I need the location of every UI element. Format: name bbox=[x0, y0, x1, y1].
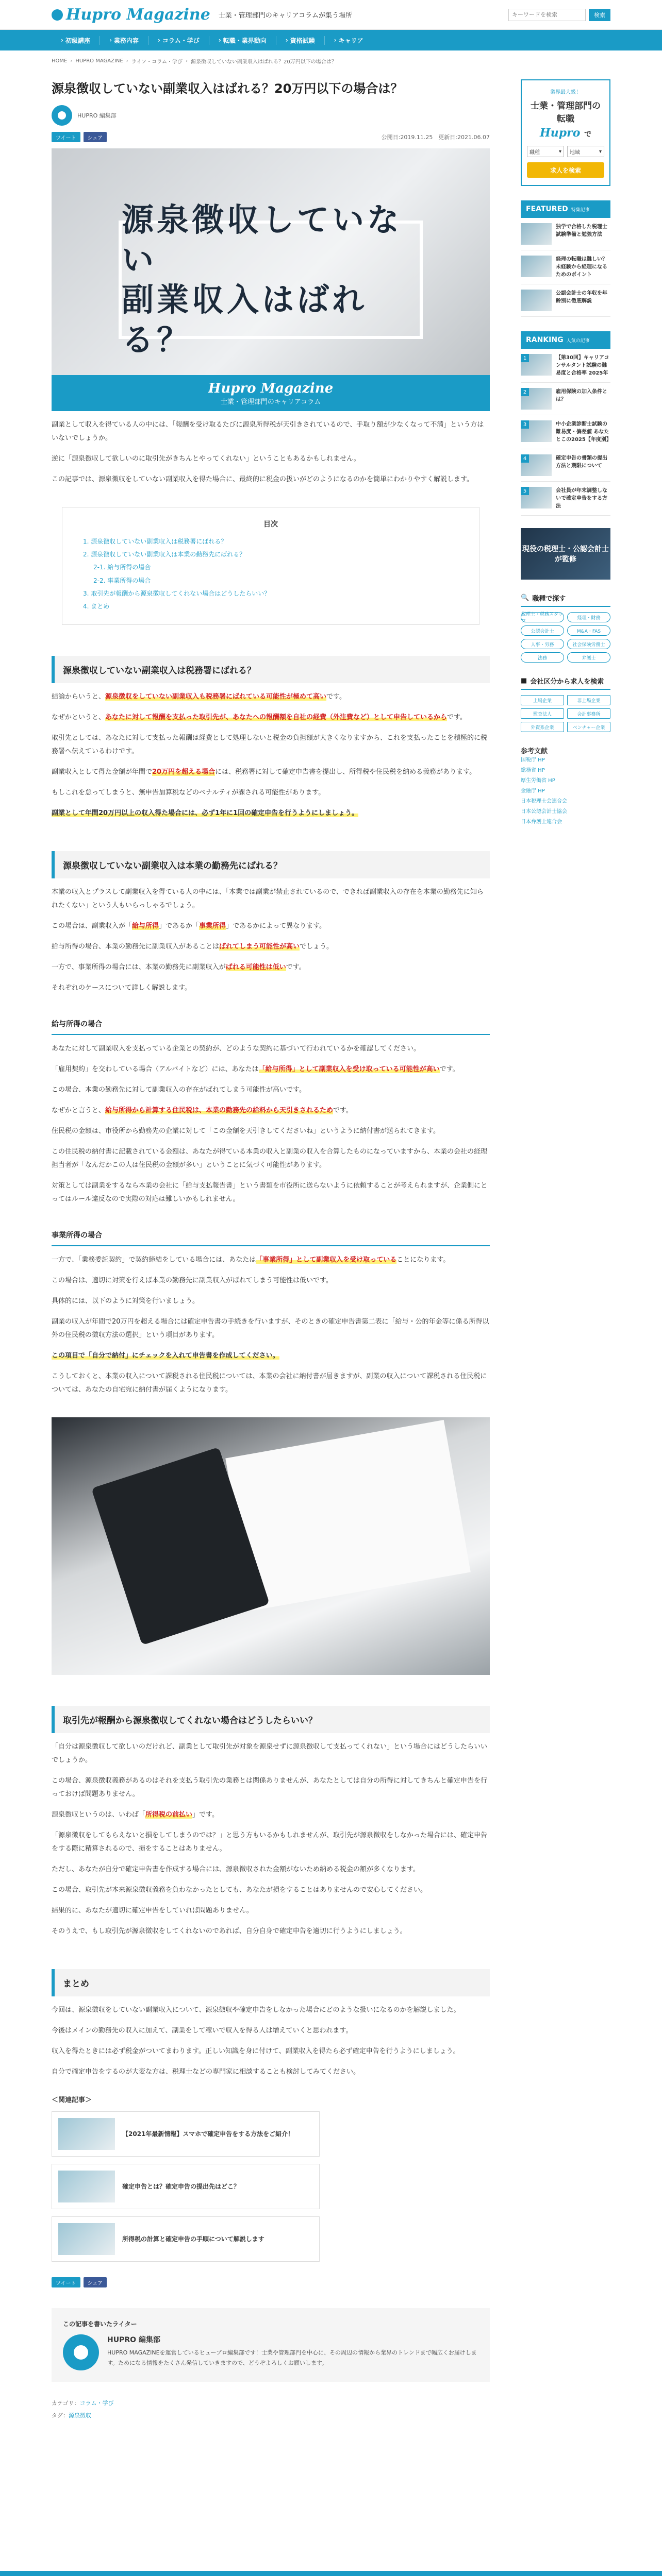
job-chip[interactable]: 社会保険労務士 bbox=[567, 639, 610, 649]
highlight: 「事業所得」として副業収入を受け取っている bbox=[256, 1256, 397, 1264]
section-heading: 源泉徴収していない副業収入は本業の勤務先にばれる？ bbox=[52, 851, 490, 878]
featured-post[interactable]: 公認会計士の年収を年齢別に徹底解説 bbox=[521, 284, 610, 317]
job-chip[interactable]: 税理士・税務スタッフ bbox=[521, 612, 564, 624]
featured-header: FEATURED 特集記事 bbox=[521, 200, 610, 218]
chevron-right-icon: › bbox=[218, 37, 221, 44]
rank-badge: 5 bbox=[521, 487, 529, 495]
section-heading: まとめ bbox=[52, 1969, 490, 1996]
paragraph: 「源泉徴収をしてもらえないと損をしてしまうのでは？」と思う方もいるかもしれませんが、取引先が源泉徴収をしなかった場合には、確定申告をする際に精算されるので、損をすることはありません。 bbox=[52, 1832, 488, 1853]
paragraph: 副業収入として得た金額が年間で20万円を超える場合には、税務署に対して確定申告書を提出し、所得税や住民税を納める義務があります。 bbox=[52, 768, 476, 776]
reference-link[interactable]: 総務省 HP bbox=[521, 768, 545, 773]
featured-post[interactable]: 経理の転職は難しい？未経験から経理になるためのポイント bbox=[521, 250, 610, 284]
nav-item-beginner[interactable]: › 初級講座 bbox=[52, 36, 100, 45]
breadcrumb bbox=[0, 50, 662, 71]
nav-item-column[interactable]: › コラム・学び bbox=[148, 36, 209, 45]
paragraph: それぞれのケースについて詳しく解説します。 bbox=[52, 984, 192, 992]
banner-logo: Hupro で bbox=[539, 126, 592, 140]
paragraph: 取引先としては、あなたに対して支払った報酬は経費として処理しないと税金の負担額が大きくなりますから、これを支払ったことを積極的に税務署へ伝えているわけです。 bbox=[52, 734, 488, 756]
article-main bbox=[52, 71, 490, 2422]
highlight: 事業所得 bbox=[199, 922, 226, 930]
avatar[interactable] bbox=[63, 2334, 99, 2370]
toc-title: 目次 bbox=[263, 520, 278, 529]
reference-link[interactable]: 日本税理士会連合会 bbox=[521, 799, 567, 804]
highlight: 所得税の前払い bbox=[145, 1811, 193, 1819]
article-meta: カテゴリ：コラム・学び タグ：源泉徴収 bbox=[52, 2400, 114, 2419]
paragraph: 自分で確定申告をするのが大変な方は、税理士などの専門家に相談することも検討してみてください。 bbox=[52, 2068, 360, 2076]
table-of-contents bbox=[62, 507, 479, 625]
job-search-button[interactable]: 求人を検索 bbox=[527, 162, 604, 178]
paragraph: もしこれを怠ってしまうと、無申告加算税などのペナルティが課される可能性があります。 bbox=[52, 789, 325, 797]
highlight: ばれてしまう可能性が高い bbox=[219, 943, 300, 951]
facebook-share-button[interactable]: シェア bbox=[84, 132, 107, 142]
reference-link[interactable]: 金融庁 HP bbox=[521, 788, 545, 794]
intro-paragraph: 副業として収入を得ている人の中には、「報酬を受け取るたびに源泉所得税が天引きされているので、手取り額が少なくなって不満」という方はいないでしょうか。 bbox=[52, 421, 484, 442]
post-thumbnail bbox=[521, 420, 552, 442]
intro-paragraph: 逆に「源泉徴収して欲しいのに取引先がきちんとやってくれない」ということもあるかもしれません。 bbox=[52, 455, 360, 463]
post-thumbnail bbox=[521, 487, 552, 509]
paragraph: 結果的に、あなたが適切に確定申告をしていれば問題ありません。 bbox=[52, 1907, 253, 1915]
rank-badge: 1 bbox=[521, 354, 529, 362]
rank-badge: 3 bbox=[521, 420, 529, 429]
ranking-post[interactable]: 4 確定申告の書類の提出方法と期限について bbox=[521, 449, 610, 482]
ranking-post[interactable]: 1 【第30回】キャリアコンサルタント試験の難易度と合格率 2025年 bbox=[521, 349, 610, 383]
paragraph: この場合は、副業収入が「給与所得」であるか「事業所得」であるかによって異なります。 bbox=[52, 922, 326, 930]
related-thumbnail bbox=[58, 2118, 115, 2150]
paragraph: 「雇用契約」を交わしている場合（アルバイトなど）には、あなたは「給与所得」として副業収入を受け取っている可能性が高いです。 bbox=[52, 1065, 459, 1074]
post-thumbnail bbox=[521, 454, 552, 476]
paragraph: 給与所得の場合、本業の勤務先に副業収入があることはばれてしまう可能性が高いでしょう。 bbox=[52, 943, 334, 951]
site-tagline: 士業・管理部門のキャリアコラムが集う場所 bbox=[218, 12, 353, 20]
highlight: ばれる可能性は低い bbox=[225, 963, 286, 972]
ranking-post[interactable]: 2 雇用保険の加入条件とは？ bbox=[521, 383, 610, 415]
paragraph: なぜかと言うと、給与所得から計算する住民税は、本業の勤務先の給料から天引きされるためです。 bbox=[52, 1107, 353, 1115]
rank-badge: 4 bbox=[521, 454, 529, 463]
chevron-right-icon: › bbox=[334, 37, 337, 44]
chevron-right-icon: › bbox=[157, 37, 160, 44]
related-article-title: 【2021年最新情報】スマホで確定申告をする方法をご紹介！ bbox=[122, 2130, 294, 2138]
company-chip[interactable]: 非上場企業 bbox=[567, 695, 610, 705]
section-heading: 源泉徴収していない副業収入は税務署にばれる？ bbox=[52, 656, 490, 683]
paragraph: 住民税の金額は、市役所から勤務先の企業に対して「この金額を天引きしてくださいね」というように納付書が送られてきます。 bbox=[52, 1127, 440, 1136]
hero-title-box bbox=[119, 201, 423, 359]
highlight: あなたに対して報酬を支払った取引先が、あなたへの報酬額を自社の経費（外注費など）として申告しているから bbox=[105, 714, 448, 722]
post-thumbnail bbox=[521, 223, 552, 245]
subsection-heading: 給与所得の場合 bbox=[52, 1013, 490, 1035]
company-chip[interactable]: 上場企業 bbox=[521, 695, 564, 705]
related-article-card[interactable] bbox=[52, 2164, 320, 2209]
paragraph: この場合、本業の勤務先に対して副業収入の存在がばれてしまう可能性が高いです。 bbox=[52, 1086, 306, 1094]
search-input[interactable] bbox=[508, 9, 586, 21]
job-type-select[interactable]: 職種 ▾ bbox=[527, 146, 564, 157]
job-chip[interactable]: 法務 bbox=[521, 652, 564, 663]
supervisor-ad-banner[interactable]: 現役の税理士・公認会計士が監修 bbox=[521, 528, 610, 580]
calculator-photo bbox=[52, 1417, 490, 1675]
highlight: 源泉徴収をしていない副業収入も税務署にばれている可能性が極めて高い bbox=[105, 693, 327, 701]
chevron-down-icon: ▾ bbox=[599, 148, 602, 155]
company-chip[interactable]: 監査法人 bbox=[521, 708, 564, 719]
job-type-grid bbox=[521, 612, 610, 663]
highlight: 「給与所得」として副業収入を受け取っている可能性が高い bbox=[258, 1065, 440, 1074]
breadcrumb-sep: › bbox=[70, 58, 73, 64]
paragraph: この場合は、適切に対策を行えば本業の勤務先に副業収入がばれてしまう可能性は低いです。 bbox=[52, 1277, 333, 1285]
sidebar bbox=[521, 71, 610, 2422]
nav-item-exam[interactable]: › 資格試験 bbox=[276, 36, 325, 45]
paragraph bbox=[52, 1349, 490, 1363]
nav-item-career[interactable]: › キャリア bbox=[334, 37, 363, 44]
author-box-desc: HUPRO MAGAZINEを運営しているヒュープロ編集部です！士業や管理部門を中心に、その周辺の情報から業界のトレンドまで幅広くお届けします。ためになる情報をたくさん発信していきますので、どうぞよろしくお願いします。 bbox=[107, 2349, 477, 2366]
paragraph: 収入を得たときには必ず税金がついてまわります。正しい知識を身に付けて、副業収入を得たら必ず確定申告を行うようにしましょう。 bbox=[52, 2047, 460, 2056]
breadcrumb-sep: › bbox=[186, 58, 188, 64]
reference-link[interactable]: 国税庁 HP bbox=[521, 757, 545, 763]
job-type-header: 🔍 職種で探す bbox=[521, 593, 610, 607]
post-thumbnail bbox=[521, 256, 552, 277]
toc-item[interactable]: 3. 取引先が報酬から源泉徴収してくれない場合はどうしたらいい？ bbox=[83, 589, 271, 597]
author-box-name[interactable]: HUPRO 編集部 bbox=[107, 2336, 160, 2345]
footer-bar bbox=[0, 2571, 662, 2576]
author-box bbox=[52, 2308, 490, 2382]
highlight: 副業として年間20万円以上の収入得た場合には、必ず1年に1回の確定申告を行うようにしましょう。 bbox=[52, 809, 359, 818]
banner-small-text: 業界最大級！ bbox=[550, 90, 581, 95]
logo-mark-icon bbox=[52, 9, 63, 21]
job-chip[interactable]: 公認会計士 bbox=[521, 625, 564, 636]
article-dates: 公開日:2019.11.25 更新日:2021.06.07 bbox=[381, 134, 490, 141]
reference-link[interactable]: 日本弁護士連合会 bbox=[521, 819, 562, 825]
breadcrumb-current: 源泉徴収していない副業収入はばれる？20万円以下の場合は？ bbox=[191, 59, 337, 65]
tag-link[interactable]: 源泉徴収 bbox=[69, 2412, 91, 2419]
related-title: ＜関連記事＞ bbox=[52, 2096, 92, 2105]
subsection-heading: 事業所得の場合 bbox=[52, 1225, 490, 1246]
chevron-right-icon: › bbox=[61, 37, 63, 44]
paragraph: この場合、源泉徴収義務があるのはそれを支払う取引先の業務とは関係ありませんが、あなたとしては自分の所得に対してきちんと確定申告を行っておけば問題ありません。 bbox=[52, 1777, 488, 1799]
company-type-header: ■ 会社区分から求人を検索 bbox=[521, 676, 610, 690]
post-thumbnail bbox=[521, 354, 552, 376]
paragraph: なぜかというと、あなたに対して報酬を支払った取引先が、あなたへの報酬額を自社の経費（外注費など）として申告しているからです。 bbox=[52, 714, 467, 722]
section-heading: 取引先が報酬から源泉徴収してくれない場合はどうしたらいい？ bbox=[52, 1706, 490, 1733]
ranking-post[interactable]: 3 中小企業診断士試験の難易度・偏差値 あなたとこの2025【年度別】 bbox=[521, 415, 610, 449]
chevron-down-icon: ▾ bbox=[558, 148, 561, 155]
breadcrumb-magazine[interactable]: HUPRO MAGAZINE bbox=[75, 58, 123, 64]
global-nav bbox=[0, 30, 662, 50]
company-chip[interactable]: 外資系企業 bbox=[521, 722, 564, 732]
related-article-card[interactable] bbox=[52, 2111, 320, 2157]
user-icon bbox=[58, 111, 66, 120]
highlight: 給与所得 bbox=[132, 922, 159, 930]
job-search-banner bbox=[521, 79, 610, 186]
region-select[interactable]: 地域 ▾ bbox=[567, 146, 604, 157]
hero-line-1: 源泉徴収していない bbox=[122, 201, 403, 279]
paragraph: 一方で、事業所得の場合には、本業の勤務先に副業収入がばれる可能性は低いです。 bbox=[52, 963, 306, 972]
tweet-button[interactable]: ツイート bbox=[52, 132, 80, 142]
site-header bbox=[0, 0, 662, 30]
paragraph: 今回は、源泉徴収をしていない副業収入について、源泉徴収や確定申告をしなかった場合にどのような扱いになるのかを解説しました。 bbox=[52, 2006, 460, 2014]
paragraph: こうしておくと、本業の収入について課税される住民税については、本業の会社に納付書が届きますが、副業の収入について課税される住民税については、あなたの自宅宛に納付書が届くようになります。 bbox=[52, 1372, 487, 1394]
job-chip[interactable]: M&A・FAS bbox=[567, 625, 610, 636]
chevron-right-icon: › bbox=[285, 37, 288, 44]
job-chip[interactable]: 人事・労務 bbox=[521, 639, 564, 649]
reference-link[interactable]: 日本公認会計士協会 bbox=[521, 809, 567, 815]
share-row bbox=[52, 132, 490, 142]
search-icon: 🔍 bbox=[521, 594, 529, 602]
nav-item-career-trend[interactable]: › 転職・業界動向 bbox=[209, 36, 276, 45]
toc-item[interactable]: 2-1. 給与所得の場合 bbox=[93, 564, 151, 571]
featured-post[interactable]: 独学で合格した税理士試験準備と勉強方法 bbox=[521, 218, 610, 250]
author-name[interactable]: HUPRO 編集部 bbox=[77, 112, 117, 119]
user-icon bbox=[74, 2345, 88, 2360]
paragraph: 一方で、「業務委託契約」で契約締結をしている場合には、あなたは「事業所得」として副業収入を受け取っていることになります。 bbox=[52, 1256, 450, 1264]
related-article-title: 確定申告とは？確定申告の提出先はどこ？ bbox=[122, 2183, 240, 2191]
hero-brand-band bbox=[52, 375, 490, 411]
hero-line-2: 副業収入はばれる？ bbox=[122, 281, 368, 359]
chevron-right-icon: › bbox=[109, 37, 112, 44]
category-link[interactable]: コラム・学び bbox=[79, 2400, 114, 2407]
company-chip[interactable]: 会計事務所 bbox=[567, 708, 610, 719]
paragraph: 具体的には、以下のように対策を行いましょう。 bbox=[52, 1297, 200, 1306]
ranking-post[interactable]: 5 会社員が年末調整しないで確定申告をする方法 bbox=[521, 482, 610, 516]
paragraph: この場合、取引先が本来源泉徴収義務を負わなかったとしても、あなたが損をすることはありませんので安心してください。 bbox=[52, 1886, 427, 1894]
toc-item[interactable]: 1. 源泉徴収していない副業収入は税務署にばれる？ bbox=[83, 538, 227, 545]
nav-item-business[interactable]: › 業務内容 bbox=[100, 36, 148, 45]
paragraph: 本業の収入とプラスして副業収入を得ている人の中には、「本業では副業が禁止されているので、できれば副業収入の存在を本業の勤務先に知られたくない」という人もいらっしゃるでしょう。 bbox=[52, 888, 484, 910]
highlight: この項目で「自分で納付」にチェックを入れて申告書を作成してください。 bbox=[52, 1352, 279, 1360]
breadcrumb-home[interactable]: HOME bbox=[52, 58, 68, 64]
paragraph: 結論からいうと、源泉徴収をしていない副業収入も税務署にばれている可能性が極めて高いです。 bbox=[52, 693, 346, 701]
toc-item[interactable]: 4. まとめ bbox=[83, 602, 110, 610]
hero-image bbox=[52, 148, 490, 411]
paragraph: 今後はメインの勤務先の収入に加えて、副業をして稼いで収入を得る人は増えていくと思われます。 bbox=[52, 2027, 353, 2035]
job-chip[interactable]: 弁護士 bbox=[567, 652, 610, 663]
company-chip[interactable]: ベンチャー企業 bbox=[567, 722, 610, 732]
hero-subtitle: 士業・管理部門のキャリアコラム bbox=[220, 398, 321, 406]
building-icon: ■ bbox=[521, 677, 527, 685]
intro-paragraph: この記事では、源泉徴収をしていない副業収入を得た場合に、最終的に税金の扱いがどのようになるのかを簡単にわかりやすく解説します。 bbox=[52, 476, 473, 483]
related-article-card[interactable] bbox=[52, 2216, 320, 2262]
job-chip[interactable]: 経理・財務 bbox=[567, 612, 610, 622]
paragraph: ただし、あなたが自分で確定申告書を作成する場合には、源泉徴収された金額がないため納める税金の額が多くなります。 bbox=[52, 1866, 420, 1874]
post-thumbnail bbox=[521, 290, 552, 311]
related-thumbnail bbox=[58, 2223, 115, 2255]
related-thumbnail bbox=[58, 2171, 115, 2202]
author-row bbox=[52, 105, 490, 126]
facebook-share-button[interactable]: シェア bbox=[84, 2277, 107, 2287]
paragraph: 対策としては副業をするなら本業の会社に「給与支払報告書」という書類を市役所に送らないように依頼することが考えられますが、企業側にとってはルール違反なので実際の対応は難しいかもしれません。 bbox=[52, 1182, 488, 1204]
related-article-title: 所得税の計算と確定申告の手順について解説します bbox=[122, 2235, 264, 2243]
article-title: 源泉徴収していない副業収入はばれる？20万円以下の場合は？ bbox=[52, 81, 403, 96]
rank-badge: 2 bbox=[521, 388, 529, 396]
breadcrumb-sep: › bbox=[126, 58, 128, 64]
search-button[interactable]: 検索 bbox=[589, 9, 610, 21]
avatar[interactable] bbox=[52, 105, 72, 126]
share-row-bottom bbox=[52, 2277, 490, 2287]
ranking-header: RANKING 人気の記事 bbox=[521, 331, 610, 349]
highlight: 20万円を超える場合 bbox=[152, 768, 216, 776]
tweet-button[interactable]: ツイート bbox=[52, 2277, 80, 2287]
paragraph: あなたに対して副業収入を支払っている企業との契約が、どのような契約に基づいて行われているかを確認してください。 bbox=[52, 1045, 421, 1053]
post-thumbnail bbox=[521, 388, 552, 410]
toc-item[interactable]: 2. 源泉徴収していない副業収入は本業の勤務先にばれる？ bbox=[83, 551, 246, 558]
paragraph: 「自分は源泉徴収して欲しいのだけれど、副業として取引先が対象を源泉せずに源泉徴収して支払ってくれない」という場合にはどうしたらいいでしょうか。 bbox=[52, 1743, 488, 1765]
highlight: 給与所得から計算する住民税は、本業の勤務先の給料から天引きされるため bbox=[105, 1107, 334, 1115]
paragraph: この住民税の納付書に記載されている金額は、あなたが得ている本業の収入と副業の収入を合算したものになっていますから、本業の会社の経理担当者が「なんだかこの人は住民税の金額が多い」ということに気づく可能性があります。 bbox=[52, 1148, 488, 1170]
site-logo[interactable]: Hupro Magazine bbox=[52, 6, 210, 24]
paragraph bbox=[52, 807, 490, 820]
reference-link[interactable]: 厚生労働省 HP bbox=[521, 778, 555, 784]
search-area bbox=[508, 9, 610, 21]
banner-big-text: 士業・管理部門の転職 bbox=[531, 101, 601, 124]
author-box-label: この記事を書いたライター bbox=[63, 2320, 137, 2328]
toc-item[interactable]: 2-2. 事業所得の場合 bbox=[93, 577, 151, 584]
company-type-grid bbox=[521, 695, 610, 732]
paragraph: そのうえで、もし取引先が源泉徴収をしてくれないのであれば、自分自身で確定申告を適切に行うようにしましょう。 bbox=[52, 1927, 407, 1936]
hero-brand: Hupro Magazine bbox=[208, 380, 334, 396]
paragraph: 源泉徴収というのは、いわば「所得税の前払い」です。 bbox=[52, 1811, 219, 1819]
references-title: 参考文献 bbox=[521, 748, 548, 755]
breadcrumb-category[interactable]: ライフ・コラム・学び bbox=[131, 59, 183, 65]
paragraph: 副業の収入が年間で20万円を超える場合には確定申告書の手続きを行いますが、そのときの確定申告書第二表に「給与・公的年金等に係る所得以外の住民税の徴収方法の選択」という項目があります。 bbox=[52, 1318, 489, 1340]
